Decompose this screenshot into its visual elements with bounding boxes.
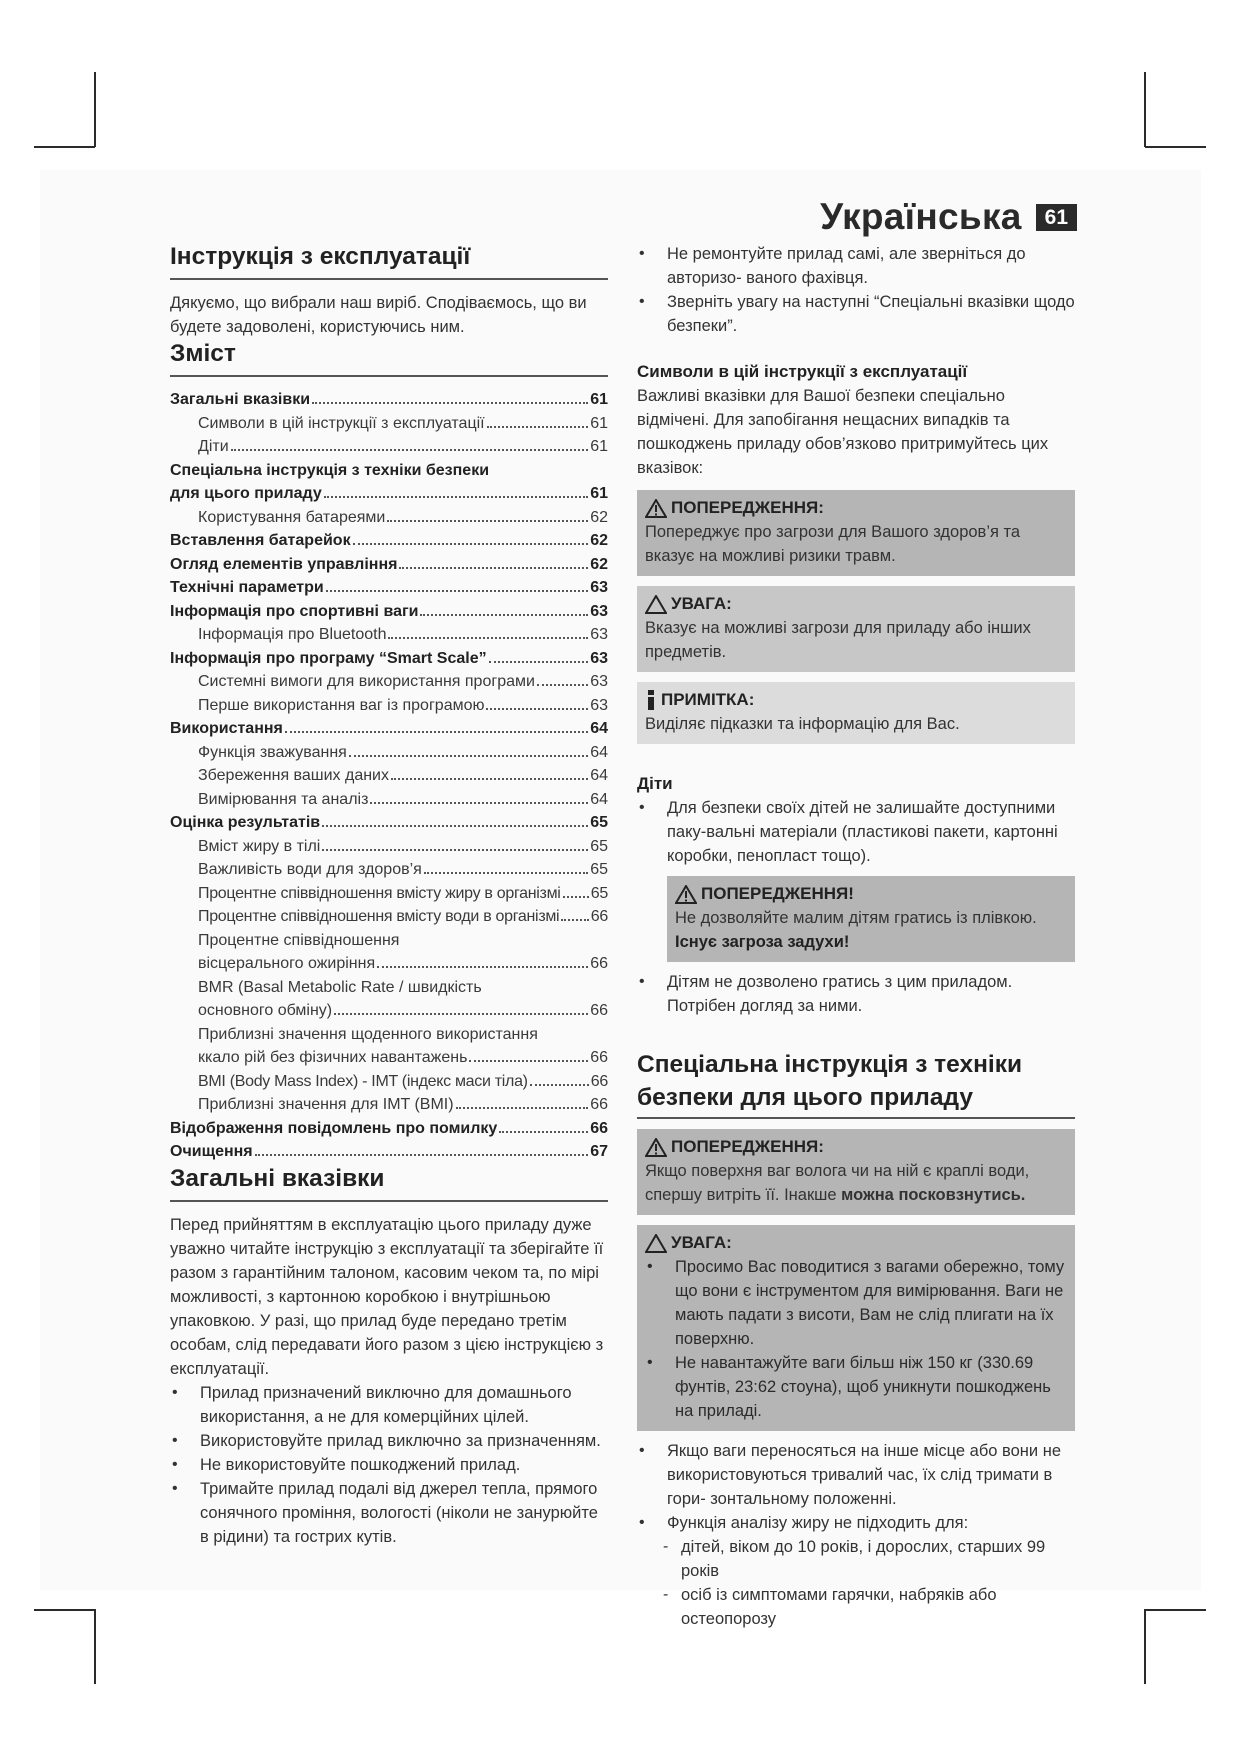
top-bullets [637, 242, 1075, 338]
info-icon [645, 690, 657, 710]
warning-triangle-icon [645, 499, 667, 518]
crop-mark-bottom-right-v [1144, 1609, 1146, 1684]
list-item: • Не використовуйте пошкоджений прилад. [170, 1453, 608, 1477]
manual-title: Інструкція з експлуатації [170, 242, 608, 280]
toc-entry[interactable]: Інформація про Bluetooth 63 [198, 626, 608, 643]
special-caution-label: УВАГА: [671, 1233, 732, 1252]
toc-entry[interactable]: Процентне співвідношення вмісту води в організмі 66 [198, 908, 608, 925]
page-header [820, 196, 1077, 238]
list-item: • Зверніть увагу на наступні “Спеціальні вказівки щодо безпеки”. [637, 290, 1075, 338]
dash-item: - осіб із симптомами гарячки, набряків або остеопорозу [637, 1583, 1075, 1631]
general-text: Перед прийняттям в експлуатацію цього приладу дуже уважно читайте інструкцію з експлуатації та зберігайте її разом з гарантійним талоном, касовим чеком та, по мірі можливості, з картонною коробкою і внутрішньою упаковкою. У разі, що прилад буде передано третім особам, слід передавати його разом з цією інструкцією з експлуатації. [170, 1215, 604, 1378]
children-title: Діти [637, 774, 673, 793]
toc-entry[interactable]: вісцерального ожиріння 66 [198, 955, 608, 972]
special-safety-title: Спеціальна інструкція з техніки безпеки для цього приладу [637, 1048, 1075, 1119]
toc-entry[interactable]: Процентне співвідношення вмісту жиру в організмі 65 [198, 884, 608, 902]
children-warning-label: ПОПЕРЕДЖЕННЯ! [701, 884, 854, 903]
children-warning-box [667, 876, 1075, 962]
children-warning-text: Не дозволяйте малим дітям гратись із плівкою. [675, 909, 1037, 927]
toc-entry[interactable]: Загальні вказівки 61 [170, 391, 608, 408]
toc-entry[interactable]: ккало рій без фізичних навантажень 66 [198, 1049, 608, 1066]
page-number: 61 [1036, 204, 1077, 231]
special-warning-label: ПОПЕРЕДЖЕННЯ: [671, 1137, 824, 1156]
toc-entry[interactable]: Збереження ваших даних 64 [198, 767, 608, 784]
crop-mark-top-right-h [1145, 146, 1206, 148]
toc-entry[interactable]: Інформація про програму “Smart Scale” 63 [170, 649, 608, 667]
caution-box [637, 586, 1075, 672]
list-item: • Просимо Вас поводитися з вагами обережно, тому що вони є інструментом для вимірювання. Ваги не мають падати з висоти, Вам не слід плигати на їх поверхню. [645, 1255, 1067, 1351]
special-warning-box [637, 1129, 1075, 1215]
caution-label: УВАГА: [671, 594, 732, 613]
general-bullets [170, 1381, 608, 1549]
children-bullets [637, 796, 1075, 868]
language-title: Українська [820, 196, 1022, 237]
toc-entry[interactable]: Важливість води для здоров’я 65 [198, 861, 608, 878]
toc-entry[interactable]: Інформація про спортивні ваги 63 [170, 602, 608, 620]
crop-mark-bottom-left-h [34, 1609, 95, 1611]
toc-entry[interactable]: Символи в цій інструкції з експлуатації 61 [198, 414, 608, 432]
general-title: Загальні вказівки [170, 1164, 608, 1202]
caution-triangle-icon [645, 1234, 667, 1253]
list-item: • Прилад призначений виключно для домашнього використання, а не для комерційних цілей. [170, 1381, 608, 1429]
toc-entry[interactable]: для цього приладу 61 [170, 485, 608, 502]
list-item: • Дітям не дозволено гратись з цим приладом. Потрібен догляд за ними. [637, 970, 1075, 1018]
crop-mark-bottom-right-h [1145, 1609, 1206, 1611]
children-warning-bold: Існує загроза задухи! [675, 933, 850, 951]
toc-entry[interactable]: Оцінка результатів 65 [170, 814, 608, 831]
toc-entry[interactable]: Діти 61 [198, 438, 608, 455]
children-bullets-2 [637, 970, 1075, 1018]
toc-entry[interactable]: Вміст жиру в тілі 65 [198, 837, 608, 855]
toc-entry[interactable]: основного обміну) 66 [198, 1002, 608, 1019]
crop-mark-bottom-left-v [94, 1609, 96, 1684]
bottom-bullets [637, 1439, 1075, 1631]
toc-entry[interactable]: Приблизні значення для IMT (BMI) 66 [198, 1096, 608, 1113]
toc-entry[interactable]: Огляд елементів управління 62 [170, 555, 608, 573]
toc-entry[interactable]: BMI (Body Mass Index) - IMT (індекс маси тіла) 66 [198, 1072, 608, 1090]
note-label: ПРИМІТКА: [661, 690, 755, 709]
dash-item: - дітей, віком до 10 років, і дорослих, старших 99 років [637, 1535, 1075, 1583]
left-column [170, 242, 608, 1549]
warning-text: Попереджує про загрози для Вашого здоров’я та вказує на можливі ризики травм. [645, 523, 1021, 565]
crop-mark-top-left-v [94, 72, 96, 147]
toc-entry[interactable]: Системні вимоги для використання програми 63 [198, 673, 608, 690]
toc-entry[interactable]: Технічні параметри 63 [170, 579, 608, 596]
table-of-contents [170, 388, 608, 1164]
caution-triangle-icon [645, 595, 667, 614]
symbols-title: Символи в цій інструкції з експлуатації [637, 362, 968, 381]
symbols-text: Важливі вказівки для Вашої безпеки спеціально відмічені. Для запобігання нещасних випадків та пошкоджень приладу обов’язково притримуйтесь цих вказівок: [637, 387, 1049, 477]
toc-title: Зміст [170, 339, 608, 377]
warning-triangle-icon [675, 885, 697, 904]
toc-entry[interactable]: Очищення 67 [170, 1143, 608, 1160]
note-text: Виділяє підказки та інформацію для Вас. [645, 715, 960, 733]
toc-entry-line1[interactable]: Спеціальна інструкція з техніки безпеки [170, 461, 490, 479]
special-warning-body [645, 1159, 1067, 1207]
list-item: • Для безпеки своїх дітей не залишайте доступними паку-вальні матеріали (пластикові пакети, картонні коробки, пенопласт тощо). [637, 796, 1075, 868]
toc-entry[interactable]: Функція зважування 64 [198, 743, 608, 761]
toc-entry[interactable]: Вставлення батарейок 62 [170, 532, 608, 549]
toc-entry[interactable]: Відображення повідомлень про помилку 66 [170, 1119, 608, 1137]
intro-text: Дякуємо, що вибрали наш виріб. Сподіваємось, що ви будете задоволені, користуючись ним. [170, 294, 587, 336]
list-item: • Використовуйте прилад виключно за призначенням. [170, 1429, 608, 1453]
crop-mark-top-left-h [34, 146, 95, 148]
caution-text: Вказує на можливі загрози для приладу або інших предметів. [645, 619, 1031, 661]
crop-mark-top-right-v [1144, 72, 1146, 147]
special-warning-bold: можна посковзнутись. [841, 1186, 1026, 1204]
toc-entry[interactable]: Перше використання ваг із програмою 63 [198, 696, 608, 714]
right-column [637, 242, 1075, 1631]
toc-entry-line1[interactable]: Приблизні значення щоденного використання [198, 1025, 538, 1043]
toc-entry[interactable]: Використання 64 [170, 720, 608, 737]
special-caution-box [637, 1225, 1075, 1431]
list-item: • Тримайте прилад подалі від джерел тепла, прямого сонячного проміння, вологості (ніколи не занурюйте в рідини) та гострих кутів. [170, 1477, 608, 1549]
toc-entry-line1[interactable]: Процентне співвідношення [198, 931, 400, 949]
toc-entry[interactable]: Користування батареями 62 [198, 508, 608, 526]
note-box [637, 682, 1075, 744]
warning-triangle-icon [645, 1138, 667, 1157]
special-caution-bullets [645, 1255, 1067, 1423]
list-item: • Якщо ваги переносяться на інше місце або вони не використовуються тривалий час, їх слід тримати в гори- зонтальному положенні. [637, 1439, 1075, 1511]
list-item: • Не навантажуйте ваги більш ніж 150 кг (330.69 фунтів, 23:62 стоуна), щоб уникнути пошкоджень на приладі. [645, 1351, 1067, 1423]
toc-entry-line1[interactable]: BMR (Basal Metabolic Rate / швидкість [198, 978, 482, 996]
list-item: • Не ремонтуйте прилад самі, але зверніться до авторизо- ваного фахівця. [637, 242, 1075, 290]
warning-box [637, 490, 1075, 576]
special-warning-text: Якщо поверхня ваг волога чи на ній є краплі води, спершу витріть її. Інакше [645, 1162, 1030, 1204]
list-item: • Функція аналізу жиру не підходить для: [637, 1511, 1075, 1535]
toc-entry[interactable]: Вимірювання та аналіз 64 [198, 790, 608, 808]
warning-label: ПОПЕРЕДЖЕННЯ: [671, 498, 824, 517]
